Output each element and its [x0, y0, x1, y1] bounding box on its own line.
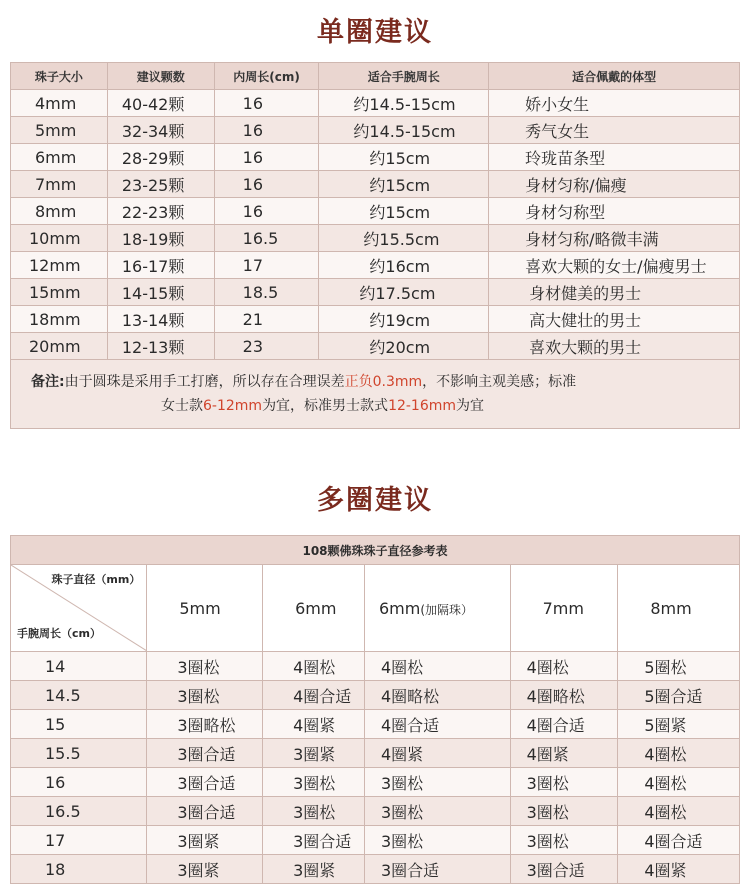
- bead-size: 7mm: [11, 171, 108, 198]
- loop-fit: 4圈紧: [364, 739, 510, 768]
- wrist-size: 14: [11, 652, 147, 681]
- loop-fit: 3圈松: [364, 826, 510, 855]
- note-text: [11, 360, 740, 429]
- bead-count: 13-14颗: [107, 306, 214, 333]
- loop-fit: 3圈紧: [263, 855, 365, 884]
- header-wrist-circumference: 适合手腕周长: [319, 63, 489, 90]
- wrist-circumference: 约15cm: [319, 171, 489, 198]
- wrist-circumference: 约14.5-15cm: [319, 90, 489, 117]
- loop-fit: 5圈松: [618, 652, 740, 681]
- loop-fit: 3圈松: [364, 768, 510, 797]
- loop-fit: 3圈合适: [147, 739, 263, 768]
- note-part: 由于圆珠是采用手工打磨，所以存在合理误差: [64, 374, 345, 390]
- wrist-circumference: 约14.5-15cm: [319, 117, 489, 144]
- loop-fit: 3圈松: [263, 768, 365, 797]
- table-row: [11, 855, 740, 884]
- loop-fit: 4圈紧: [263, 710, 365, 739]
- table-row: [11, 797, 740, 826]
- loop-fit: 3圈合适: [510, 855, 618, 884]
- table-row: [11, 739, 740, 768]
- header-body-type: 适合佩戴的体型: [489, 63, 740, 90]
- body-type: 娇小女生: [489, 90, 740, 117]
- loop-fit: 3圈松: [510, 826, 618, 855]
- loop-fit: 3圈紧: [147, 855, 263, 884]
- note-part: 女士款: [161, 398, 203, 414]
- bead-size: 10mm: [11, 225, 108, 252]
- loop-fit: 4圈松: [618, 797, 740, 826]
- bead-size: 4mm: [11, 90, 108, 117]
- bead-size: 20mm: [11, 333, 108, 360]
- loop-fit: 3圈合适: [147, 797, 263, 826]
- multi-caption-row: [11, 536, 740, 565]
- wrist-circumference: 约20cm: [319, 333, 489, 360]
- table-row: [11, 117, 740, 144]
- inner-circumference: 16: [214, 117, 319, 144]
- loop-fit: 4圈松: [618, 739, 740, 768]
- inner-circumference: 16: [214, 198, 319, 225]
- column-header-8mm: 8mm: [618, 565, 740, 652]
- bead-size: 12mm: [11, 252, 108, 279]
- column-header-7mm: 7mm: [510, 565, 618, 652]
- corner-bead-diameter-label: 珠子直径（mm）: [51, 573, 141, 586]
- loop-fit: 4圈略松: [510, 681, 618, 710]
- bead-count: 18-19颗: [107, 225, 214, 252]
- bead-count: 28-29颗: [107, 144, 214, 171]
- table-row: [11, 306, 740, 333]
- body-type: 身材匀称/偏瘦: [489, 171, 740, 198]
- wrist-circumference: 约15.5cm: [319, 225, 489, 252]
- loop-fit: 3圈松: [510, 768, 618, 797]
- wrist-size: 18: [11, 855, 147, 884]
- bead-count: 14-15颗: [107, 279, 214, 306]
- loop-fit: 4圈紧: [510, 739, 618, 768]
- multi-loop-title: 多圈建议: [317, 485, 433, 516]
- table-row: [11, 171, 740, 198]
- body-type: 高大健壮的男士: [489, 306, 740, 333]
- table-row: [11, 225, 740, 252]
- wrist-size: 14.5: [11, 681, 147, 710]
- loop-fit: 4圈合适: [263, 681, 365, 710]
- note-label: 备注:: [31, 374, 65, 390]
- bead-size: 8mm: [11, 198, 108, 225]
- loop-fit: 3圈合适: [364, 855, 510, 884]
- note-part: 为宜: [456, 398, 485, 414]
- table-row: [11, 768, 740, 797]
- multi-header-row: [11, 565, 740, 652]
- note-line-2: [31, 394, 727, 418]
- header-bead-count: 建议颗数: [107, 63, 214, 90]
- bead-count: 23-25颗: [107, 171, 214, 198]
- loop-fit: 4圈合适: [364, 710, 510, 739]
- note-highlight: 6-12mm: [203, 398, 263, 414]
- column-header-6mm-spacer: [364, 565, 510, 652]
- bead-size: 5mm: [11, 117, 108, 144]
- table-row: [11, 198, 740, 225]
- loop-fit: 4圈合适: [510, 710, 618, 739]
- multi-loop-table: [10, 535, 740, 884]
- loop-fit: 4圈松: [510, 652, 618, 681]
- bead-count: 40-42颗: [107, 90, 214, 117]
- loop-fit: 3圈松: [147, 681, 263, 710]
- inner-circumference: 23: [214, 333, 319, 360]
- wrist-circumference: 约19cm: [319, 306, 489, 333]
- column-header-6mm: 6mm: [263, 565, 365, 652]
- column-header-6mm-spacer-label: 6mm: [378, 598, 421, 618]
- wrist-size: 16: [11, 768, 147, 797]
- bead-size: 6mm: [11, 144, 108, 171]
- corner-header: [11, 565, 147, 652]
- wrist-size: 15.5: [11, 739, 147, 768]
- body-type: 玲珑苗条型: [489, 144, 740, 171]
- loop-fit: 4圈松: [263, 652, 365, 681]
- bead-size: 18mm: [11, 306, 108, 333]
- single-loop-table: [10, 62, 740, 429]
- bead-count: 32-34颗: [107, 117, 214, 144]
- body-type: 身材匀称型: [489, 198, 740, 225]
- single-loop-title: 单圈建议: [317, 17, 433, 48]
- table-row: [11, 710, 740, 739]
- loop-fit: 3圈合适: [147, 768, 263, 797]
- inner-circumference: 16.5: [214, 225, 319, 252]
- note-highlight: 正负0.3mm: [344, 374, 423, 390]
- loop-fit: 3圈松: [364, 797, 510, 826]
- inner-circumference: 18.5: [214, 279, 319, 306]
- column-header-6mm-spacer-suffix: (加隔珠）: [420, 602, 474, 617]
- note-row: [11, 360, 740, 429]
- corner-wrist-label: 手腕周长（cm）: [17, 627, 101, 640]
- header-inner-circumference: 内周长(cm): [214, 63, 319, 90]
- bead-count: 12-13颗: [107, 333, 214, 360]
- loop-fit: 5圈合适: [618, 681, 740, 710]
- loop-fit: 3圈紧: [147, 826, 263, 855]
- wrist-size: 17: [11, 826, 147, 855]
- body-type: 秀气女生: [489, 117, 740, 144]
- table-row: [11, 681, 740, 710]
- body-type: 喜欢大颗的男士: [489, 333, 740, 360]
- multi-table-caption: 108颗佛珠珠子直径参考表: [11, 536, 740, 565]
- loop-fit: 3圈松: [510, 797, 618, 826]
- note-highlight: 12-16mm: [388, 398, 457, 414]
- inner-circumference: 17: [214, 252, 319, 279]
- loop-fit: 3圈紧: [263, 739, 365, 768]
- note-part: ，不影响主观美感；标准: [422, 374, 577, 390]
- body-type: 身材匀称/略微丰满: [489, 225, 740, 252]
- bead-count: 22-23颗: [107, 198, 214, 225]
- table-row: [11, 252, 740, 279]
- wrist-circumference: 约15cm: [319, 144, 489, 171]
- table-row: [11, 144, 740, 171]
- wrist-circumference: 约17.5cm: [319, 279, 489, 306]
- table-row: [11, 826, 740, 855]
- loop-fit: 3圈合适: [263, 826, 365, 855]
- wrist-circumference: 约16cm: [319, 252, 489, 279]
- inner-circumference: 16: [214, 171, 319, 198]
- wrist-circumference: 约15cm: [319, 198, 489, 225]
- loop-fit: 3圈松: [263, 797, 365, 826]
- loop-fit: 4圈合适: [618, 826, 740, 855]
- note-part: 为宜，标准男士款式: [262, 398, 389, 414]
- body-type: 喜欢大颗的女士/偏瘦男士: [489, 252, 740, 279]
- loop-fit: 5圈紧: [618, 710, 740, 739]
- bead-size: 15mm: [11, 279, 108, 306]
- loop-fit: 4圈松: [364, 652, 510, 681]
- loop-fit: 3圈松: [147, 652, 263, 681]
- loop-fit: 4圈松: [618, 768, 740, 797]
- loop-fit: 3圈略松: [147, 710, 263, 739]
- loop-fit: 4圈紧: [618, 855, 740, 884]
- header-bead-size: 珠子大小: [11, 63, 108, 90]
- wrist-size: 16.5: [11, 797, 147, 826]
- loop-fit: 4圈略松: [364, 681, 510, 710]
- table-row: [11, 333, 740, 360]
- table-row: [11, 279, 740, 306]
- table-row: [11, 652, 740, 681]
- wrist-size: 15: [11, 710, 147, 739]
- single-header-row: [11, 63, 740, 90]
- column-header-5mm: 5mm: [147, 565, 263, 652]
- bead-count: 16-17颗: [107, 252, 214, 279]
- inner-circumference: 16: [214, 90, 319, 117]
- body-type: 身材健美的男士: [489, 279, 740, 306]
- table-row: [11, 90, 740, 117]
- inner-circumference: 21: [214, 306, 319, 333]
- inner-circumference: 16: [214, 144, 319, 171]
